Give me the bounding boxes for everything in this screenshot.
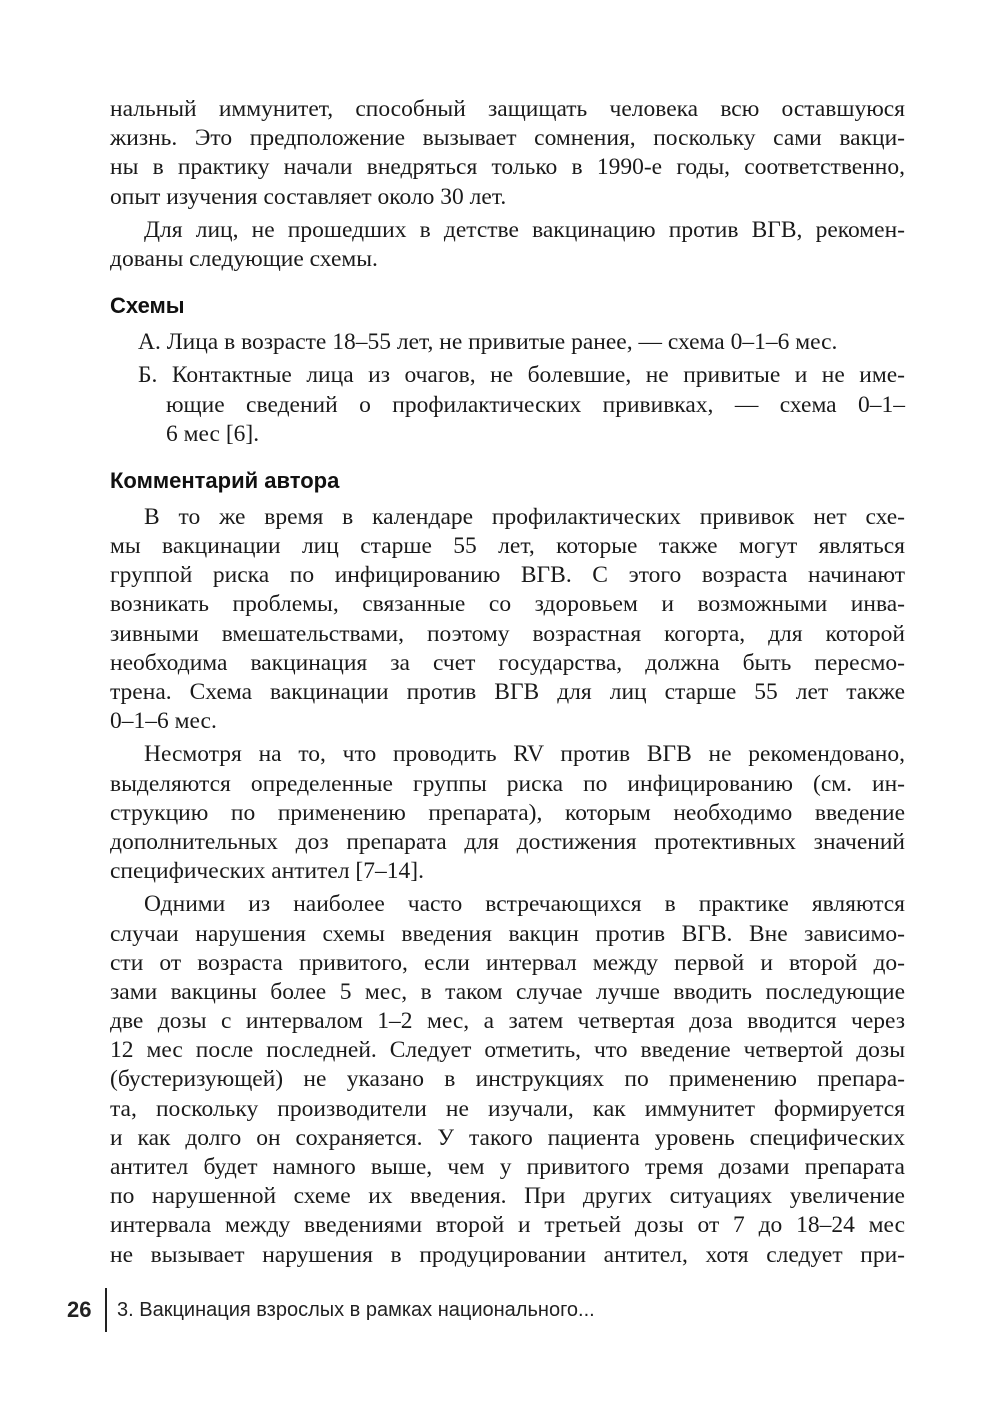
text-line: специфических антител [7–14]. [110,858,424,885]
text-line: выделяются определенные группы риска по инфицированию (см. ин- [110,770,905,797]
text-line: жизнь. Это предположение вызывает сомнения, поскольку сами вакци- [110,125,905,152]
text-line: 12 мес после последней. Следует отметить, что введение четвертой дозы [110,1037,905,1064]
text-line: та, поскольку производители не изучали, как иммунитет формируется [110,1095,905,1122]
text-line: необходима вакцинация за счет государства, должна быть пересмо- [110,649,905,676]
text-line: (бустеризующей) не указано в инструкциях по применению препара- [110,1066,905,1093]
text-line: Для лиц, не прошедших в детстве вакцинацию против ВГВ, рекомен- [144,216,905,243]
text-line: А. Лица в возрасте 18–55 лет, не привитые ранее, — схема 0–1–6 мес. [138,329,838,356]
list-item [138,328,905,357]
page-footer [67,1288,595,1332]
text-line: дованы следующие схемы. [110,245,378,272]
intro-paragraph-2 [110,216,905,274]
comment-paragraph-2 [110,740,905,886]
text-line: две дозы с интервалом 1–2 мес, а затем четвертая доза вводится через [110,1008,905,1035]
text-line: мы вакцинации лиц старше 55 лет, которые также могут являться [110,533,905,560]
schemes-list [138,328,905,449]
footer-divider [105,1288,107,1332]
text-line: интервала между введениями второй и третьей дозы от 7 до 18–24 мес [110,1212,905,1239]
text-line: и как долго он сохраняется. У такого пациента уровень специфических [110,1124,905,1151]
comment-paragraph-3 [110,890,905,1269]
text-line: зивными вмешательствами, поэтому возрастная когорта, для которой [110,620,905,647]
text-line: струкцию по применению препарата), которым необходимо введение [110,799,905,826]
text-line: возникать проблемы, связанные со здоровьем и возможными инва- [110,591,905,618]
text-line: антител будет намного выше, чем у привитого тремя дозами препарата [110,1154,905,1180]
text-line: случаи нарушения схемы введения вакцин против ВГВ. Вне зависимо- [110,920,905,947]
text-line: Одними из наиболее часто встречающихся в практике являются [144,891,905,918]
text-line: 0–1–6 мес. [110,708,217,735]
text-line: трена. Схема вакцинации против ВГВ для лиц старше 55 лет также [110,679,905,705]
text-line: ющие сведений о профилактических прививках, — схема 0–1– [166,391,905,418]
text-line: 6 мес [6]. [166,420,260,447]
text-line: группой риска по инфицированию ВГВ. С этого возраста начинают [110,562,905,589]
text-line: опыт изучения составляет около 30 лет. [110,183,507,210]
schemes-heading: Схемы [110,293,185,319]
text-line: дополнительных доз препарата для достижения протективных значений [110,828,905,855]
intro-paragraph-1 [110,95,905,212]
text-line: В то же время в календаре профилактических прививок нет схе- [144,503,905,530]
text-line: зами вакцины более 5 мес, в таком случае лучше вводить последующие [110,978,905,1005]
text-line: не вызывает нарушения в продуцировании антител, хотя следует при- [110,1241,905,1268]
text-line: нальный иммунитет, способный защищать человека всю оставшуюся [110,96,905,122]
text-line: ны в практику начали внедряться только в 1990-е годы, соответственно, [110,154,905,181]
text-line: Несмотря на то, что проводить RV против ВГВ не рекомендовано, [144,741,905,768]
text-line: по нарушенной схеме их введения. При других ситуациях увеличение [110,1183,905,1210]
page-number: 26 [67,1297,92,1322]
text-line: сти от возраста привитого, если интервал между первой и второй до- [110,949,905,976]
comment-paragraph-1 [110,503,905,737]
page-body [110,95,905,1274]
text-line: Б. Контактные лица из очагов, не болевшие, не привитые и не име- [138,362,905,389]
list-item [138,361,905,449]
comment-heading: Комментарий автора [110,467,340,493]
running-head: 3. Вакцинация взрослых в рамках национального... [117,1298,595,1321]
